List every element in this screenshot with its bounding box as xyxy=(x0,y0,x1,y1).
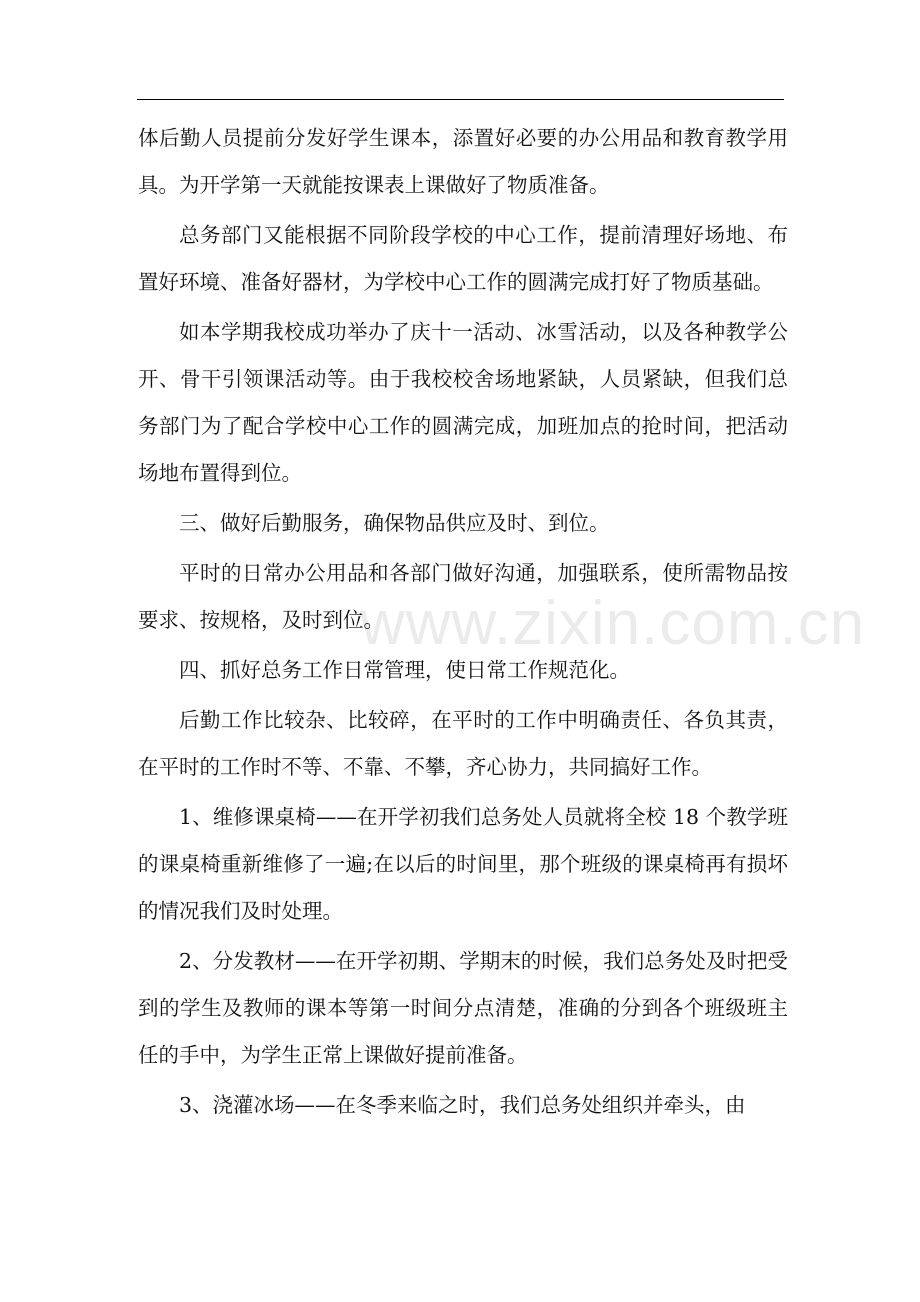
section-heading-3: 三、做好后勤服务，确保物品供应及时、到位。 xyxy=(179,511,610,535)
paragraph-1: 体后勤人员提前分发好学生课本，添置好必要的办公用品和教育教学用具。为开学第一天就能按课表上课做好了物质准备。 xyxy=(138,126,788,197)
paragraph-2: 总务部门又能根据不同阶段学校的中心工作，提前清理好场地、布置好环境、准备好器材，为学校中心工作的圆满完成打好了物质基础。 xyxy=(138,223,788,294)
list-item-2: 2、分发教材——在开学初期、学期末的时候，我们总务处及时把受到的学生及教师的课本等第一时间分点清楚，准确的分到各个班级班主任的手中，为学生正常上课做好提前准备。 xyxy=(138,949,788,1067)
list-item-3: 3、浇灌冰场——在冬季来临之时，我们总务处组织并牵头，由 xyxy=(179,1093,746,1117)
header-rule xyxy=(137,99,784,100)
paragraph-7: 后勤工作比较杂、比较碎，在平时的工作中明确责任、各负其责，在平时的工作时不等、不靠、不攀，齐心协力，共同搞好工作。 xyxy=(138,708,788,779)
watermark: www.zixin.com.cn xyxy=(360,589,866,658)
paragraph-5: 平时的日常办公用品和各部门做好沟通，加强联系，使所需物品按要求、按规格，及时到位。 xyxy=(138,561,788,632)
document-body xyxy=(138,115,788,1132)
section-heading-4: 四、抓好总务工作日常管理，使日常工作规范化。 xyxy=(179,658,630,682)
list-item-1: 1、维修课桌椅——在开学初我们总务处人员就将全校 18 个教学班的课桌椅重新维修了一遍;在以后的时间里，那个班级的课桌椅再有损坏的情况我们及时处理。 xyxy=(138,805,788,923)
paragraph-3: 如本学期我校成功举办了庆十一活动、冰雪活动，以及各种教学公开、骨干引领课活动等。由于我校校舍场地紧缺，人员紧缺，但我们总务部门为了配合学校中心工作的圆满完成，加班加点的抢时间，把活动场地布置得到位。 xyxy=(138,320,788,485)
